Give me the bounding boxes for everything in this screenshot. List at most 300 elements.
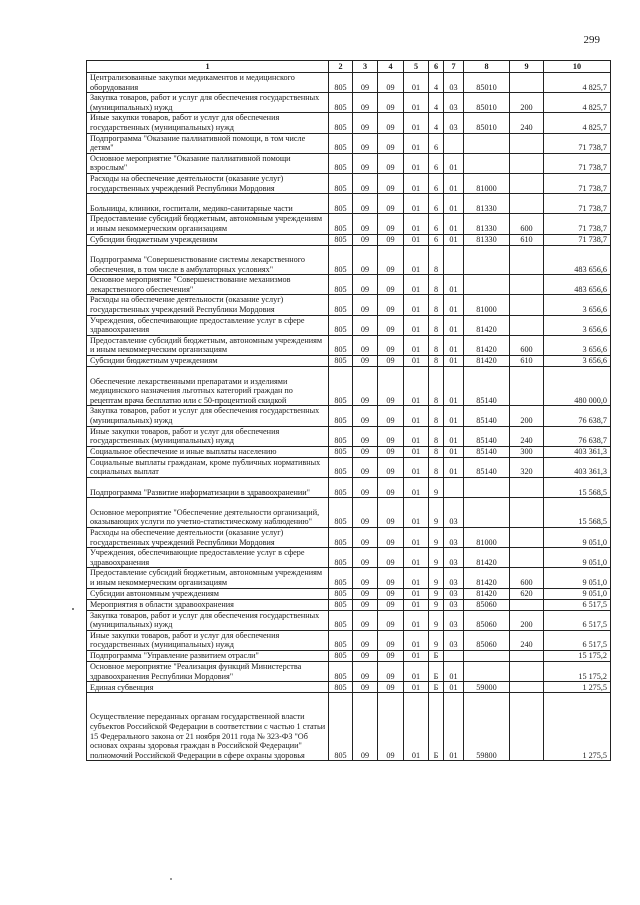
cell-code-2: 805 [329, 610, 353, 630]
cell-code-4: 09 [378, 153, 404, 173]
cell-code-7: 01 [444, 194, 464, 214]
cell-code-4: 09 [378, 335, 404, 355]
cell-code-3: 09 [353, 367, 378, 406]
cell-code-6: 9 [429, 630, 444, 650]
cell-code-6: 8 [429, 245, 444, 275]
cell-amount: 483 656,6 [544, 275, 611, 295]
cell-code-6: 8 [429, 356, 444, 367]
cell-code-3: 09 [353, 599, 378, 610]
cell-code-2: 805 [329, 457, 353, 477]
cell-code-6: 6 [429, 194, 444, 214]
cell-amount: 4 825,7 [544, 93, 611, 113]
cell-code-5: 01 [404, 367, 429, 406]
cell-code-3: 09 [353, 548, 378, 568]
cell-code-5: 01 [404, 630, 429, 650]
cell-code-2: 805 [329, 367, 353, 406]
cell-code-7: 01 [444, 661, 464, 681]
cell-code-2: 805 [329, 113, 353, 133]
cell-code-2: 805 [329, 498, 353, 528]
cell-code-3: 09 [353, 630, 378, 650]
cell-code-7 [444, 133, 464, 153]
cell-code-8 [464, 661, 510, 681]
cell-code-2: 805 [329, 194, 353, 214]
cell-code-6: 8 [429, 335, 444, 355]
cell-code-9 [510, 194, 544, 214]
cell-code-8: 81000 [464, 527, 510, 547]
cell-code-2: 805 [329, 426, 353, 446]
cell-code-4: 09 [378, 367, 404, 406]
table-row [87, 93, 611, 113]
cell-code-9: 610 [510, 234, 544, 245]
cell-code-2: 805 [329, 335, 353, 355]
cell-code-2: 805 [329, 133, 353, 153]
cell-code-4: 09 [378, 295, 404, 315]
column-header: 5 [404, 61, 429, 73]
cell-code-5: 01 [404, 457, 429, 477]
cell-code-2: 805 [329, 295, 353, 315]
cell-code-8: 85060 [464, 610, 510, 630]
cell-code-5: 01 [404, 693, 429, 761]
cell-code-2: 805 [329, 682, 353, 693]
table-row [87, 234, 611, 245]
cell-code-2: 805 [329, 478, 353, 498]
table-row [87, 275, 611, 295]
cell-amount: 6 517,5 [544, 610, 611, 630]
cell-code-3: 09 [353, 682, 378, 693]
cell-code-3: 09 [353, 478, 378, 498]
cell-code-9 [510, 173, 544, 193]
cell-code-6: 8 [429, 275, 444, 295]
cell-code-5: 01 [404, 406, 429, 426]
cell-code-2: 805 [329, 93, 353, 113]
cell-code-6: 8 [429, 457, 444, 477]
cell-code-9 [510, 682, 544, 693]
cell-code-6: 8 [429, 446, 444, 457]
cell-code-6: Б [429, 682, 444, 693]
cell-amount: 403 361,3 [544, 457, 611, 477]
cell-code-7: 01 [444, 315, 464, 335]
cell-code-9 [510, 315, 544, 335]
table-row [87, 446, 611, 457]
cell-code-3: 09 [353, 610, 378, 630]
cell-code-3: 09 [353, 153, 378, 173]
column-header: 8 [464, 61, 510, 73]
cell-code-6: 8 [429, 406, 444, 426]
cell-code-6: 9 [429, 527, 444, 547]
cell-item-name: Осуществление переданных органам государственной власти субъектов Российской Федерации в соответствии с частью 1 статьи 15 Федерального закона от 21 ноября 2011 года № 323-ФЗ "Об основах охраны здоровья граждан в Российской Федерации" полномочий Российской Федерации в сфере охраны здоровья [87, 693, 329, 761]
cell-item-name: Подпрограмма "Оказание паллиативной помощи, в том числе детям" [87, 133, 329, 153]
cell-amount: 9 051,0 [544, 568, 611, 588]
cell-item-name: Расходы на обеспечение деятельности (оказание услуг) государственных учреждений Республики Мордовия [87, 527, 329, 547]
column-header: 3 [353, 61, 378, 73]
cell-code-9: 300 [510, 446, 544, 457]
table-row [87, 367, 611, 406]
cell-code-9 [510, 245, 544, 275]
cell-amount: 9 051,0 [544, 548, 611, 568]
column-header: 10 [544, 61, 611, 73]
cell-code-3: 09 [353, 661, 378, 681]
cell-code-9 [510, 367, 544, 406]
cell-code-7: 03 [444, 568, 464, 588]
cell-code-4: 09 [378, 498, 404, 528]
cell-code-2: 805 [329, 73, 353, 93]
cell-code-2: 805 [329, 599, 353, 610]
cell-code-3: 09 [353, 315, 378, 335]
cell-amount: 1 275,5 [544, 693, 611, 761]
cell-amount: 71 738,7 [544, 153, 611, 173]
table-row [87, 682, 611, 693]
cell-code-6: 6 [429, 173, 444, 193]
cell-item-name: Социальные выплаты гражданам, кроме публичных нормативных социальных выплат [87, 457, 329, 477]
cell-code-9 [510, 693, 544, 761]
cell-code-4: 09 [378, 446, 404, 457]
table-row [87, 194, 611, 214]
scan-speck [72, 608, 74, 610]
cell-code-8 [464, 153, 510, 173]
table-row [87, 478, 611, 498]
cell-code-6: 9 [429, 568, 444, 588]
cell-code-4: 09 [378, 73, 404, 93]
cell-code-4: 09 [378, 661, 404, 681]
cell-code-7: 01 [444, 682, 464, 693]
cell-code-5: 01 [404, 527, 429, 547]
cell-code-9: 200 [510, 406, 544, 426]
cell-code-8: 81420 [464, 335, 510, 355]
cell-code-8: 85140 [464, 446, 510, 457]
cell-item-name: Закупка товаров, работ и услуг для обеспечения государственных (муниципальных) нужд [87, 610, 329, 630]
cell-code-9: 600 [510, 335, 544, 355]
cell-code-3: 09 [353, 356, 378, 367]
table-row [87, 406, 611, 426]
cell-item-name: Единая субвенция [87, 682, 329, 693]
cell-item-name: Больницы, клиники, госпитали, медико-санитарные части [87, 194, 329, 214]
column-header: 2 [329, 61, 353, 73]
table-row [87, 548, 611, 568]
cell-code-6: Б [429, 693, 444, 761]
cell-code-7: 03 [444, 630, 464, 650]
cell-code-9: 600 [510, 214, 544, 234]
cell-code-3: 09 [353, 73, 378, 93]
table-row [87, 356, 611, 367]
table-row [87, 315, 611, 335]
cell-code-8 [464, 650, 510, 661]
cell-amount: 15 568,5 [544, 478, 611, 498]
cell-code-5: 01 [404, 682, 429, 693]
cell-code-2: 805 [329, 650, 353, 661]
cell-amount: 9 051,0 [544, 588, 611, 599]
cell-code-7 [444, 245, 464, 275]
cell-code-5: 01 [404, 234, 429, 245]
cell-item-name: Субсидии бюджетным учреждениям [87, 356, 329, 367]
cell-code-4: 09 [378, 650, 404, 661]
cell-code-2: 805 [329, 548, 353, 568]
cell-amount: 1 275,5 [544, 682, 611, 693]
cell-code-9: 240 [510, 630, 544, 650]
cell-code-5: 01 [404, 568, 429, 588]
cell-item-name: Основное мероприятие "Совершенствование механизмов лекарственного обеспечения" [87, 275, 329, 295]
cell-code-5: 01 [404, 214, 429, 234]
cell-code-5: 01 [404, 295, 429, 315]
cell-code-3: 09 [353, 214, 378, 234]
cell-code-9 [510, 527, 544, 547]
cell-amount: 71 738,7 [544, 234, 611, 245]
cell-amount: 15 175,2 [544, 650, 611, 661]
cell-code-8 [464, 245, 510, 275]
table-row [87, 527, 611, 547]
cell-code-8: 85060 [464, 599, 510, 610]
cell-code-2: 805 [329, 630, 353, 650]
cell-item-name: Иные закупки товаров, работ и услуг для обеспечения государственных (муниципальных) нужд [87, 426, 329, 446]
cell-code-3: 09 [353, 335, 378, 355]
cell-item-name: Расходы на обеспечение деятельности (оказание услуг) государственных учреждений Республики Мордовия [87, 295, 329, 315]
cell-code-6: 4 [429, 73, 444, 93]
cell-item-name: Основное мероприятие "Обеспечение деятельности организаций, оказывающих услуги по учетно-статистическому наблюдению" [87, 498, 329, 528]
cell-code-9 [510, 295, 544, 315]
cell-code-4: 09 [378, 588, 404, 599]
cell-code-7: 01 [444, 214, 464, 234]
cell-code-9 [510, 548, 544, 568]
cell-code-6: 8 [429, 315, 444, 335]
cell-code-6: 9 [429, 548, 444, 568]
cell-code-6: 6 [429, 133, 444, 153]
cell-code-5: 01 [404, 73, 429, 93]
cell-item-name: Закупка товаров, работ и услуг для обеспечения государственных (муниципальных) нужд [87, 406, 329, 426]
table-row [87, 335, 611, 355]
cell-amount: 76 638,7 [544, 426, 611, 446]
cell-code-3: 09 [353, 113, 378, 133]
cell-code-7: 03 [444, 498, 464, 528]
cell-code-5: 01 [404, 194, 429, 214]
cell-code-6: 9 [429, 599, 444, 610]
cell-code-3: 09 [353, 194, 378, 214]
cell-code-5: 01 [404, 498, 429, 528]
cell-code-9: 610 [510, 356, 544, 367]
table-row [87, 245, 611, 275]
cell-code-7: 01 [444, 446, 464, 457]
cell-code-3: 09 [353, 527, 378, 547]
cell-amount: 15 175,2 [544, 661, 611, 681]
cell-code-2: 805 [329, 588, 353, 599]
cell-code-7: 03 [444, 548, 464, 568]
cell-code-5: 01 [404, 548, 429, 568]
cell-code-8: 81420 [464, 315, 510, 335]
cell-amount: 480 000,0 [544, 367, 611, 406]
cell-code-2: 805 [329, 214, 353, 234]
cell-code-7: 01 [444, 234, 464, 245]
column-header: 6 [429, 61, 444, 73]
table-row [87, 630, 611, 650]
cell-code-7: 01 [444, 367, 464, 406]
cell-code-6: 8 [429, 426, 444, 446]
cell-code-9 [510, 153, 544, 173]
cell-code-4: 09 [378, 682, 404, 693]
table-row [87, 588, 611, 599]
cell-item-name: Обеспечение лекарственными препаратами и изделиями медицинского назначения льготных категорий граждан по рецептам врача бесплатно или с 50-процентной скидкой [87, 367, 329, 406]
table-header-row [87, 61, 611, 73]
cell-item-name: Иные закупки товаров, работ и услуг для обеспечения государственных (муниципальных) нужд [87, 113, 329, 133]
table-row [87, 113, 611, 133]
cell-code-6: 4 [429, 113, 444, 133]
cell-code-5: 01 [404, 446, 429, 457]
table-row [87, 650, 611, 661]
cell-code-8: 85140 [464, 406, 510, 426]
cell-item-name: Подпрограмма "Развитие информатизации в здравоохранении" [87, 478, 329, 498]
cell-code-5: 01 [404, 173, 429, 193]
cell-code-7: 01 [444, 275, 464, 295]
cell-code-7 [444, 478, 464, 498]
cell-code-5: 01 [404, 478, 429, 498]
cell-code-8: 85140 [464, 426, 510, 446]
cell-amount: 403 361,3 [544, 446, 611, 457]
cell-code-8: 81420 [464, 588, 510, 599]
cell-code-6: 9 [429, 498, 444, 528]
cell-code-8: 81330 [464, 194, 510, 214]
cell-item-name: Субсидии автономным учреждениям [87, 588, 329, 599]
table-row [87, 173, 611, 193]
cell-amount: 71 738,7 [544, 194, 611, 214]
cell-code-8: 81420 [464, 548, 510, 568]
cell-code-5: 01 [404, 93, 429, 113]
cell-code-9: 240 [510, 113, 544, 133]
cell-code-3: 09 [353, 498, 378, 528]
cell-code-4: 09 [378, 406, 404, 426]
cell-code-2: 805 [329, 568, 353, 588]
page-number: 299 [583, 34, 600, 46]
cell-code-2: 805 [329, 234, 353, 245]
cell-code-4: 09 [378, 426, 404, 446]
cell-code-7: 03 [444, 610, 464, 630]
cell-code-9 [510, 498, 544, 528]
cell-code-4: 09 [378, 599, 404, 610]
cell-code-2: 805 [329, 245, 353, 275]
cell-code-8: 85140 [464, 457, 510, 477]
cell-code-8: 81420 [464, 356, 510, 367]
cell-code-3: 09 [353, 426, 378, 446]
cell-code-8: 81420 [464, 568, 510, 588]
table-row [87, 73, 611, 93]
cell-code-9 [510, 599, 544, 610]
table-row [87, 693, 611, 761]
cell-code-3: 09 [353, 406, 378, 426]
cell-code-5: 01 [404, 661, 429, 681]
cell-amount: 4 825,7 [544, 113, 611, 133]
cell-code-5: 01 [404, 356, 429, 367]
cell-code-4: 09 [378, 457, 404, 477]
cell-code-5: 01 [404, 275, 429, 295]
cell-amount: 3 656,6 [544, 356, 611, 367]
cell-item-name: Субсидии бюджетным учреждениям [87, 234, 329, 245]
cell-item-name: Иные закупки товаров, работ и услуг для обеспечения государственных (муниципальных) нужд [87, 630, 329, 650]
cell-code-4: 09 [378, 315, 404, 335]
table-row [87, 214, 611, 234]
cell-code-9: 240 [510, 426, 544, 446]
table-row [87, 153, 611, 173]
cell-amount: 71 738,7 [544, 133, 611, 153]
cell-code-4: 09 [378, 527, 404, 547]
cell-code-2: 805 [329, 446, 353, 457]
cell-code-8: 59000 [464, 682, 510, 693]
cell-code-6: 8 [429, 295, 444, 315]
cell-code-7: 01 [444, 295, 464, 315]
cell-amount: 4 825,7 [544, 73, 611, 93]
cell-item-name: Учреждения, обеспечивающие предоставление услуг в сфере здравоохранения [87, 315, 329, 335]
table-body [87, 73, 611, 761]
cell-code-7: 03 [444, 73, 464, 93]
cell-code-2: 805 [329, 527, 353, 547]
cell-code-3: 09 [353, 568, 378, 588]
cell-item-name: Предоставление субсидий бюджетным, автономным учреждениям и иным некоммерческим организациям [87, 214, 329, 234]
cell-amount: 71 738,7 [544, 214, 611, 234]
cell-code-7: 01 [444, 406, 464, 426]
cell-code-2: 805 [329, 315, 353, 335]
cell-code-8: 85010 [464, 113, 510, 133]
cell-code-2: 805 [329, 173, 353, 193]
cell-item-name: Подпрограмма "Совершенствование системы лекарственного обеспечения, в том числе в амбулаторных условиях" [87, 245, 329, 275]
cell-code-8: 59800 [464, 693, 510, 761]
cell-code-5: 01 [404, 245, 429, 275]
cell-item-name: Закупка товаров, работ и услуг для обеспечения государственных (муниципальных) нужд [87, 93, 329, 113]
cell-code-4: 09 [378, 194, 404, 214]
cell-code-4: 09 [378, 693, 404, 761]
cell-code-4: 09 [378, 356, 404, 367]
cell-code-8 [464, 498, 510, 528]
cell-code-7: 03 [444, 527, 464, 547]
cell-code-4: 09 [378, 610, 404, 630]
cell-code-2: 805 [329, 661, 353, 681]
cell-amount: 6 517,5 [544, 599, 611, 610]
cell-code-4: 09 [378, 214, 404, 234]
cell-code-8: 81330 [464, 234, 510, 245]
cell-code-9 [510, 73, 544, 93]
cell-code-7 [444, 650, 464, 661]
cell-code-8: 81000 [464, 295, 510, 315]
cell-code-3: 09 [353, 457, 378, 477]
cell-code-6: 9 [429, 478, 444, 498]
cell-code-9: 200 [510, 610, 544, 630]
cell-code-8: 81330 [464, 214, 510, 234]
cell-code-7: 03 [444, 588, 464, 599]
column-header: 9 [510, 61, 544, 73]
scan-speck [170, 878, 172, 880]
cell-code-2: 805 [329, 275, 353, 295]
cell-item-name: Учреждения, обеспечивающие предоставление услуг в сфере здравоохранения [87, 548, 329, 568]
cell-amount: 3 656,6 [544, 315, 611, 335]
cell-code-2: 805 [329, 153, 353, 173]
cell-code-8: 85010 [464, 73, 510, 93]
table-row [87, 426, 611, 446]
cell-code-4: 09 [378, 275, 404, 295]
cell-item-name: Расходы на обеспечение деятельности (оказание услуг) государственных учреждений Республики Мордовия [87, 173, 329, 193]
table-row [87, 295, 611, 315]
cell-amount: 483 656,6 [544, 245, 611, 275]
table-row [87, 457, 611, 477]
cell-code-4: 09 [378, 93, 404, 113]
cell-code-7: 03 [444, 113, 464, 133]
cell-code-7: 01 [444, 335, 464, 355]
cell-code-3: 09 [353, 295, 378, 315]
cell-code-3: 09 [353, 245, 378, 275]
table-row [87, 661, 611, 681]
column-header: 1 [87, 61, 329, 73]
cell-code-7: 01 [444, 173, 464, 193]
cell-amount: 3 656,6 [544, 295, 611, 315]
cell-item-name: Мероприятия в области здравоохранения [87, 599, 329, 610]
cell-code-4: 09 [378, 113, 404, 133]
cell-code-3: 09 [353, 693, 378, 761]
cell-code-9 [510, 478, 544, 498]
cell-code-2: 805 [329, 406, 353, 426]
cell-code-4: 09 [378, 478, 404, 498]
